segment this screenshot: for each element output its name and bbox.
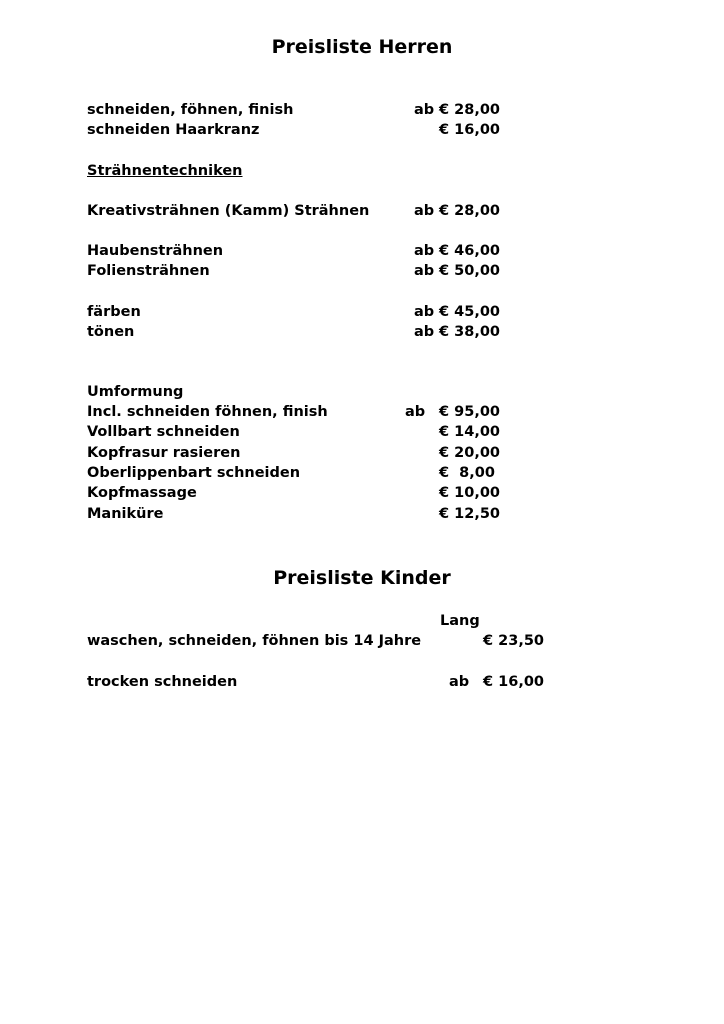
price-prefix: ab [449,674,470,690]
service-label: Kreativsträhnen (Kamm) Strähnen [87,203,370,219]
service-label: waschen, schneiden, föhnen bis 14 Jahre [87,633,422,649]
service-label: trocken schneiden [87,674,238,690]
section-heading-label: Umformung [87,384,184,400]
service-label: schneiden Haarkranz [87,122,260,138]
price-value: € 10,00 [439,485,501,501]
price-prefix: ab [414,102,435,118]
price-value: € 8,00 [439,465,495,481]
service-label: färben [87,304,141,320]
price-value: € 28,00 [439,102,501,118]
service-label: Incl. schneiden föhnen, finish [87,404,328,420]
price-value: € 28,00 [439,203,501,219]
price-value: € 45,00 [439,304,501,320]
price-prefix: ab [405,404,426,420]
price-value: € 50,00 [439,263,501,279]
price-value: € 20,00 [439,445,501,461]
service-label: schneiden, föhnen, finish [87,102,294,118]
service-label: tönen [87,324,135,340]
price-value: € 23,50 [483,633,545,649]
service-label: Vollbart schneiden [87,424,240,440]
service-label: Foliensträhnen [87,263,210,279]
price-prefix: ab [414,243,435,259]
service-label: Haubensträhnen [87,243,224,259]
service-label: Maniküre [87,506,164,522]
price-value: € 95,00 [439,404,501,420]
service-label: Oberlippenbart schneiden [87,465,301,481]
price-value: € 16,00 [483,674,545,690]
price-value: € 46,00 [439,243,501,259]
section-heading-label: Strähnentechniken [87,163,243,179]
service-label: Kopfmassage [87,485,197,501]
price-prefix: ab [414,203,435,219]
price-value: € 38,00 [439,324,501,340]
price-value: € 12,50 [439,506,501,522]
price-prefix: ab [414,304,435,320]
service-label: Kopfrasur rasieren [87,445,241,461]
price-prefix: ab [414,324,435,340]
page-title-herren: Preisliste Herren [271,36,453,58]
price-prefix: ab [414,263,435,279]
price-value: € 14,00 [439,424,501,440]
price-value: € 16,00 [439,122,501,138]
page-title-kinder: Preisliste Kinder [273,567,451,589]
column-header-lang: Lang [440,613,480,629]
